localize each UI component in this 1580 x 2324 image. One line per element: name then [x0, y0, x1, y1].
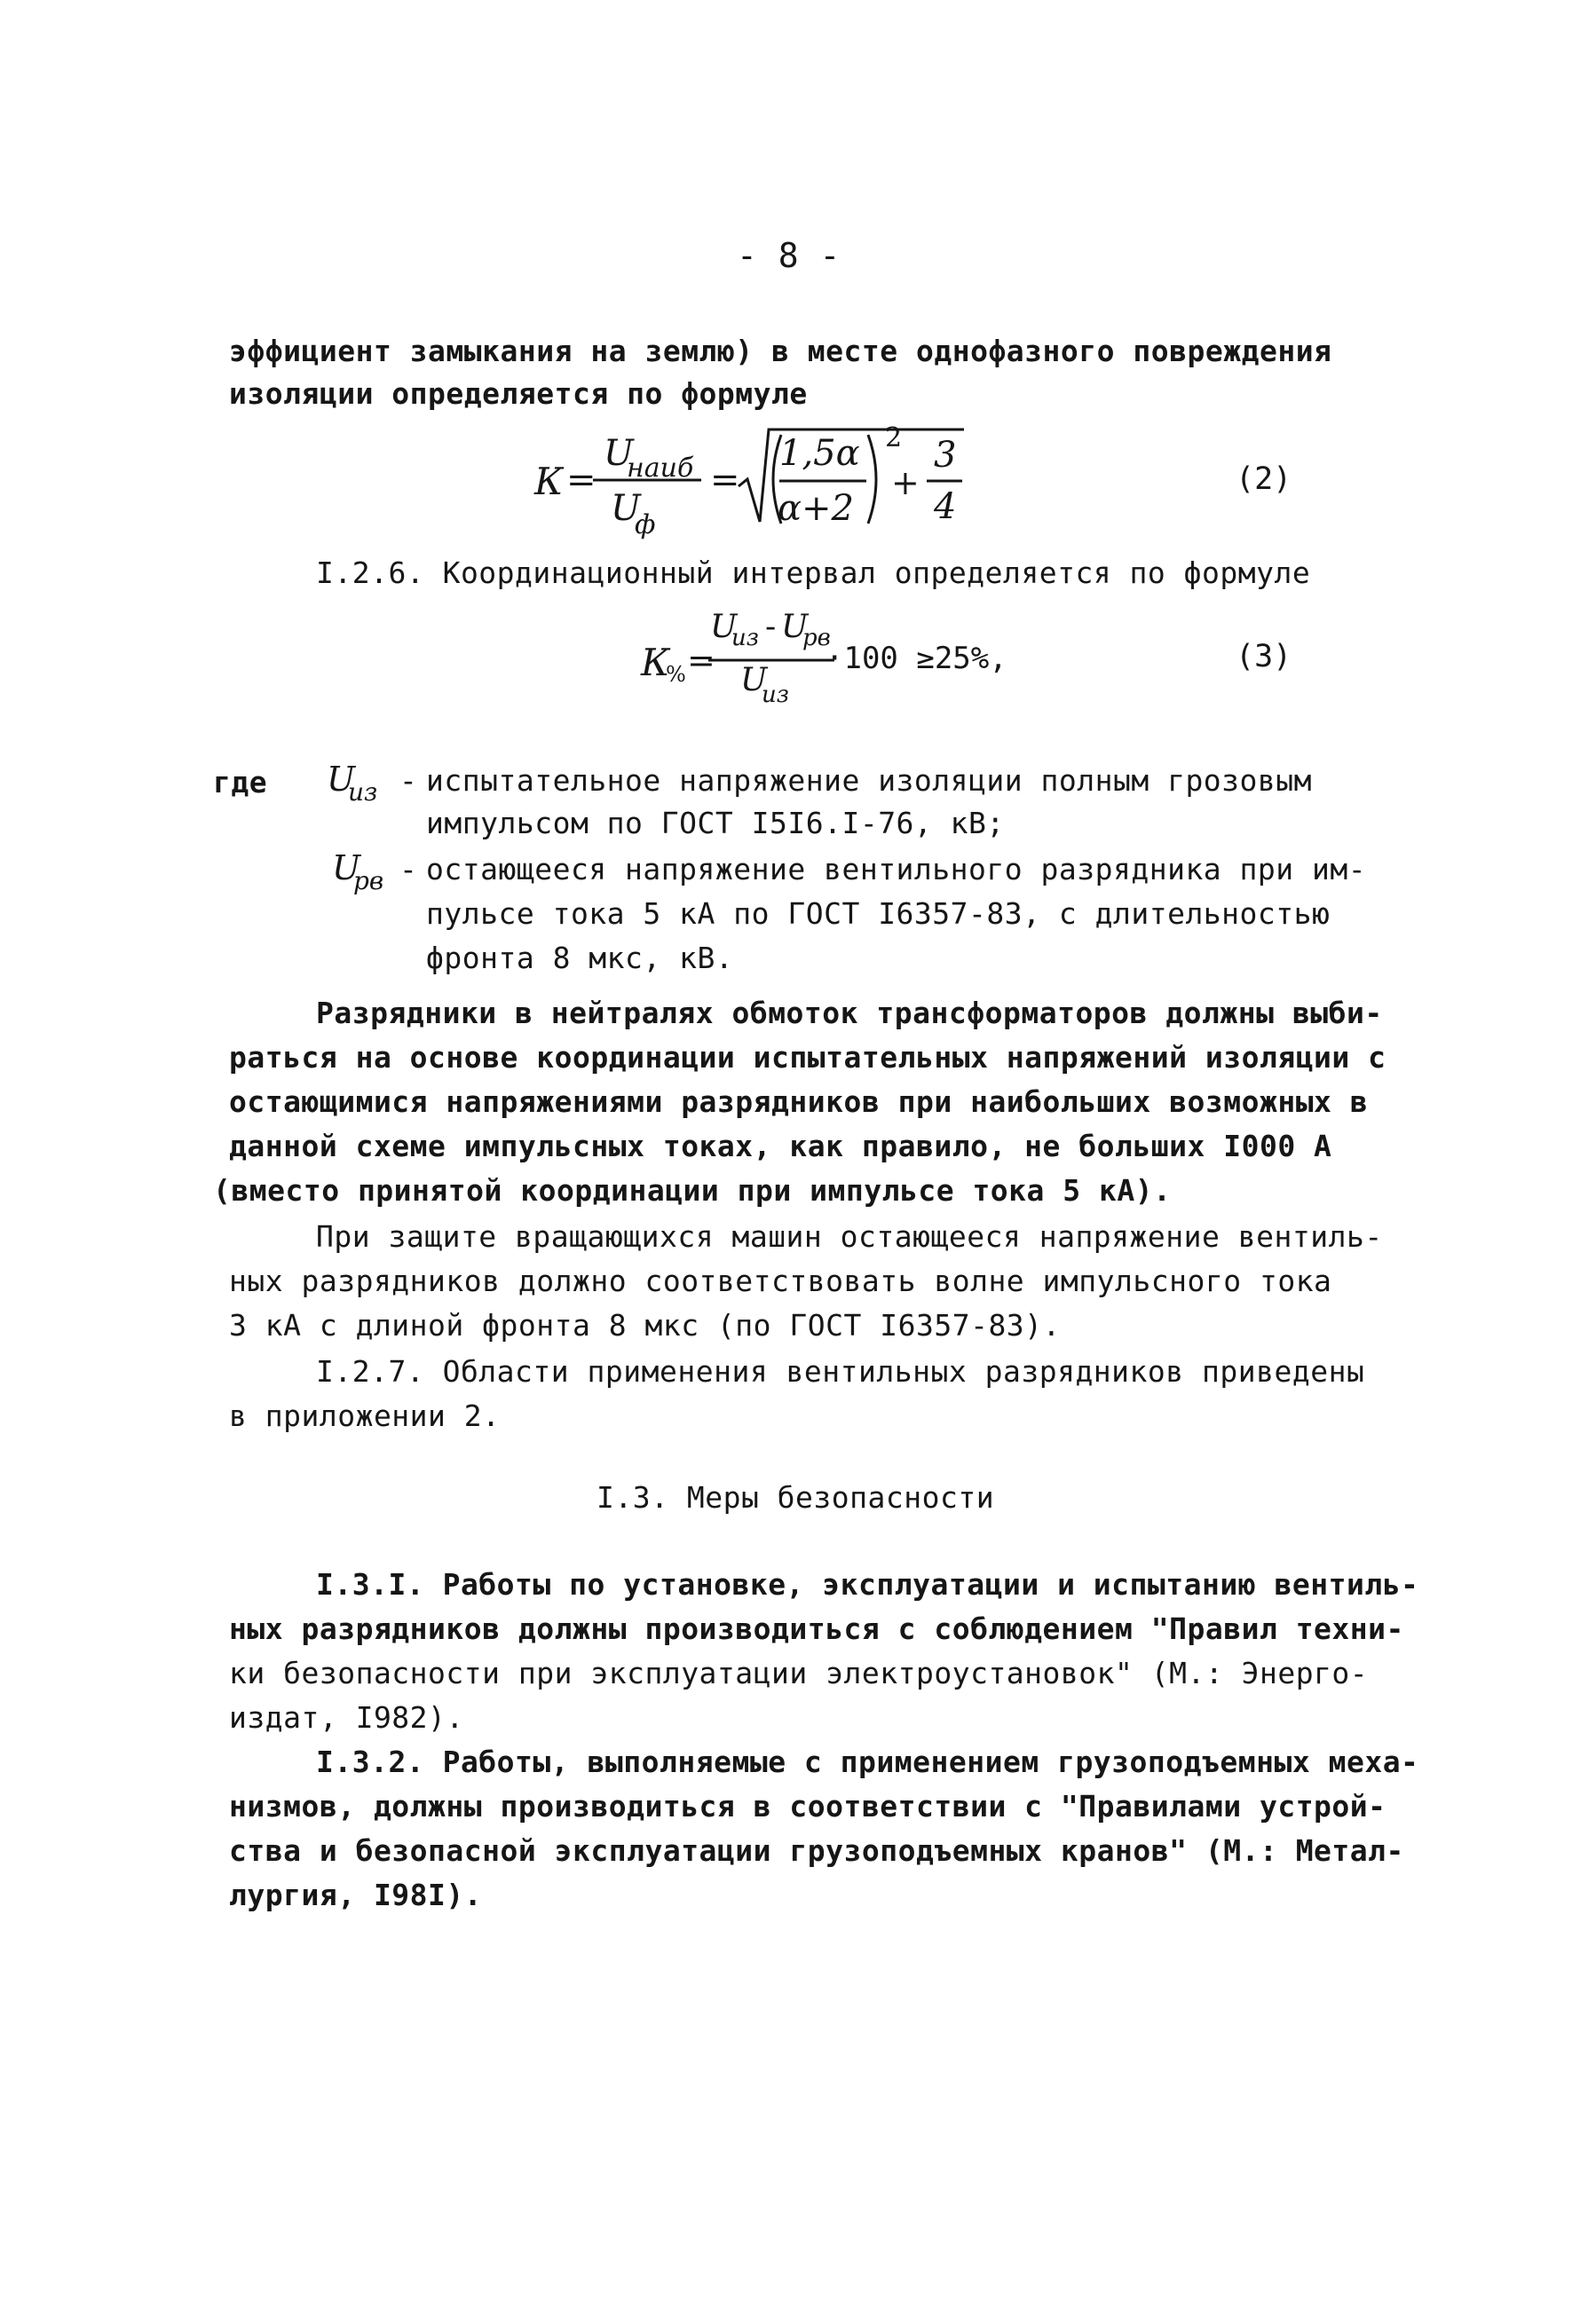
section-heading: I.3. Меры безопасности: [596, 1480, 995, 1515]
text-line: I.3.I. Работы по установке, эксплуатации и испытанию вентиль-: [316, 1567, 1419, 1602]
formula-3-equals: =: [687, 641, 715, 680]
formula-3-denominator-subscript: из: [762, 681, 789, 708]
formula-2-denominator-symbol: U: [611, 488, 641, 529]
text-line: ки безопасности при эксплуатации электроустановок" (М.: Энерго-: [229, 1656, 1369, 1690]
text-line: При защите вращающихся машин остающееся напряжение вентиль-: [316, 1219, 1383, 1254]
equation-number-2: (2): [1236, 461, 1292, 497]
legend-text-line: пульсе тока 5 кА по ГОСТ I6357-83, с длительностью: [426, 896, 1331, 931]
legend-symbol: U: [327, 760, 356, 799]
text-line: I.3.2. Работы, выполняемые с применением грузоподъемных меха-: [316, 1745, 1419, 1779]
text-line: низмов, должны производиться в соответствии с "Правилами устрой-: [229, 1789, 1386, 1824]
legend-text-line: испытательное напряжение изоляции полным грозовым: [426, 763, 1313, 798]
text-line: данной схеме импульсных токах, как правило, не больших I000 А: [229, 1129, 1332, 1163]
text-line: эффициент замыкания на землю) в месте однофазного повреждения: [229, 334, 1332, 368]
text-line: I.2.7. Области применения вентильных разрядников приведены: [316, 1354, 1365, 1389]
formula-3-strokes: [0, 0, 1580, 799]
legend-symbol: U: [332, 848, 361, 887]
legend-text-line: импульсом по ГОСТ I5I6.I-76, кВ;: [426, 806, 1005, 840]
formula-2-lhs: К: [534, 460, 564, 503]
formula-2-exponent: 2: [885, 422, 903, 453]
formula-3-minus: -: [765, 609, 777, 645]
formula-2-fraction-numerator: 3: [934, 435, 957, 476]
formula-3-tail: ·100 ≥25%,: [826, 641, 1007, 676]
text-line: ных разрядников должны производиться с соблюдением "Правил техни-: [229, 1611, 1404, 1646]
formula-2-denominator-subscript: ф: [635, 509, 656, 540]
legend-symbol-subscript: из: [348, 777, 378, 807]
formula-3-numerator-b-subscript: рв: [802, 625, 831, 651]
legend-text-line: фронта 8 мкс, кВ.: [426, 941, 734, 975]
legend-text-line: остающееся напряжение вентильного разрядника при им-: [426, 852, 1367, 886]
equation-number-3: (3): [1236, 639, 1292, 674]
legend-dash: -: [399, 852, 418, 886]
text-line: ства и безопасной эксплуатации грузоподъемных кранов" (М.: Метал-: [229, 1833, 1404, 1868]
legend-symbol-subscript: рв: [353, 866, 384, 895]
text-line: Разрядники в нейтралях обмоток трансформаторов должны выби-: [316, 996, 1383, 1030]
text-line: изоляции определяется по формуле: [229, 376, 808, 411]
text-line: 3 кА с длиной фронта 8 мкс (по ГОСТ I6357-83).: [229, 1308, 1061, 1343]
text-line: (вместо принятой координации при импульсе тока 5 кА).: [213, 1173, 1172, 1208]
text-line: в приложении 2.: [229, 1398, 501, 1433]
formula-3-numerator-a: U: [710, 609, 738, 645]
legend-dash: -: [399, 763, 418, 798]
formula-2-fraction-denominator: 4: [934, 486, 957, 527]
formula-3-denominator: U: [740, 662, 768, 698]
formula-3-lhs: К: [641, 641, 670, 684]
text-line: остающимися напряжениями разрядников при наибольших возможных в: [229, 1084, 1369, 1119]
paragraph-1-2-6: I.2.6. Координационный интервал определяется по формуле: [316, 555, 1311, 590]
formula-2-numerator-subscript: наиб: [627, 453, 694, 484]
formula-3-numerator-b: U: [781, 609, 809, 645]
formula-3-lhs-subscript: %: [666, 662, 686, 687]
formula-2-inner-numerator: 1,5α: [779, 433, 860, 474]
formula-2-equals: =: [566, 460, 596, 500]
text-line: издат, I982).: [229, 1700, 464, 1735]
text-line: ных разрядников должно соответствовать волне импульсного тока: [229, 1264, 1332, 1298]
page-number: - 8 -: [737, 236, 841, 275]
text-line: лургия, I98I).: [229, 1878, 483, 1912]
legend-label: где: [213, 765, 268, 800]
formula-2-plus: +: [891, 463, 920, 502]
formula-2-inner-denominator: α+2: [778, 488, 854, 529]
formula-2-numerator-symbol: U: [604, 433, 634, 474]
formula-3-numerator-a-subscript: из: [731, 625, 759, 651]
formula-2-equals-2: =: [710, 460, 740, 500]
text-line: раться на основе координации испытательных напряжений изоляции с: [229, 1040, 1386, 1075]
